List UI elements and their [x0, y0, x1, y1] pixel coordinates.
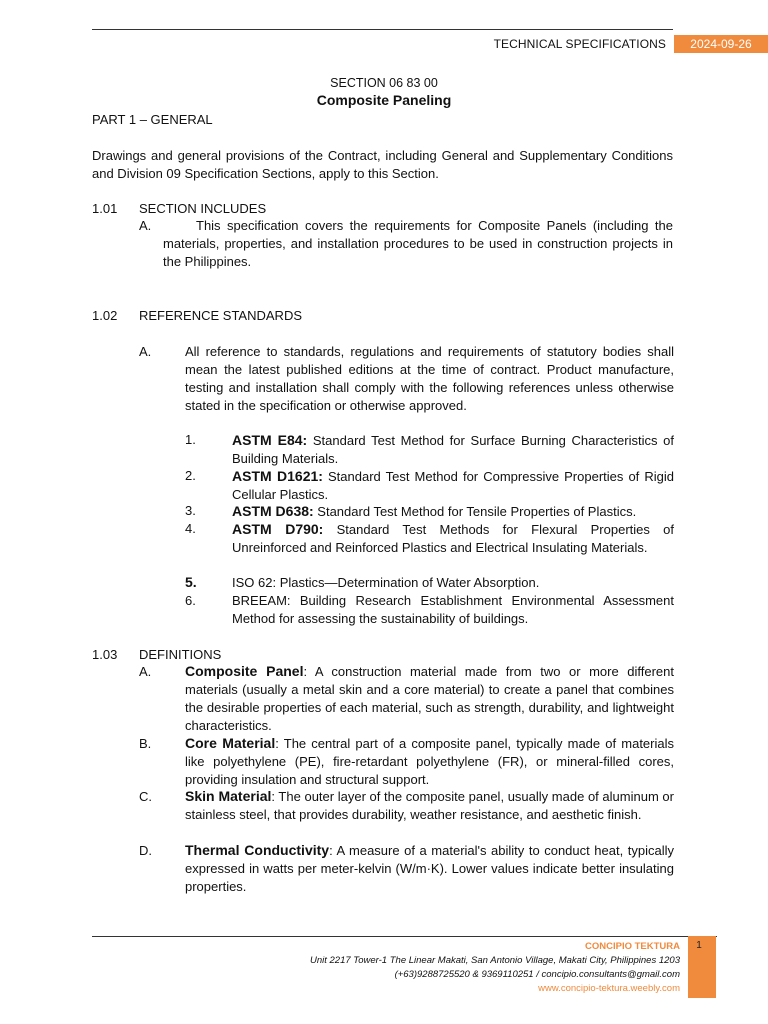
clause-number: 1.02: [92, 308, 118, 323]
ref-text: Standard Test Method for Tensile Properties of Plastics.: [313, 504, 637, 519]
footer-address: Unit 2217 Tower-1 The Linear Makati, San Antonio Village, Makati City, Philippines 1203: [309, 955, 680, 966]
item-letter: A.: [139, 664, 152, 679]
ref-code: ASTM E84:: [232, 432, 308, 448]
section-title: Composite Paneling: [316, 92, 452, 108]
part-heading: PART 1 – GENERAL: [92, 112, 213, 127]
ref-number: 1.: [185, 432, 196, 447]
reference-item: ISO 62: Plastics—Determination of Water Absorption.: [232, 575, 540, 590]
definition-item: [185, 841, 674, 896]
ref-number: 3.: [185, 503, 196, 518]
item-text: This specification covers the requirements for Composite Panels (including the materials, properties, and installation procedures to be used in construction projects in the Philippines.: [163, 218, 673, 269]
footer-brand: CONCIPIO TEKTURA: [585, 941, 680, 952]
definition-term: Thermal Conductivity: [185, 842, 330, 858]
ref-number: 5.: [185, 574, 197, 590]
ref-code: ASTM D790:: [232, 521, 324, 537]
clause-title: SECTION INCLUDES: [139, 201, 267, 216]
item-letter: D.: [139, 843, 152, 858]
reference-item: [232, 431, 674, 468]
ref-code: ASTM D638:: [232, 503, 314, 519]
reference-item: BREEAM: Building Research Establishment Environmental Assessment Method for assessing the sustainability of buildings.: [232, 593, 674, 626]
definition-term: Composite Panel: [185, 663, 304, 679]
ref-text: Standard Test Method for Surface Burning Characteristics of Building Materials.: [232, 433, 674, 466]
header-date-badge: 2024-09-26: [674, 35, 768, 53]
footer-contact: (+63)9288725520 & 9369110251 / concipio.consultants@gmail.com: [394, 969, 680, 980]
definition-item: [185, 662, 674, 735]
clause-title: DEFINITIONS: [139, 647, 222, 662]
definition-text: : The outer layer of the composite panel, usually made of aluminum or stainless steel, that provides durability, weather resistance, and aesthetic finish.: [185, 789, 674, 822]
footer-website-link[interactable]: www.concipio-tektura.weebly.com: [538, 983, 680, 994]
clause-title: REFERENCE STANDARDS: [139, 308, 303, 323]
item-text: All reference to standards, regulations and requirements of statutory bodies shall mean the latest published editions at the time of contract. Product manufacture, testing and installation shall comply with the following references unless otherwise stated in the specification or otherwise approved.: [185, 344, 674, 413]
definition-item: [185, 787, 674, 824]
item-letter: A.: [139, 344, 152, 359]
reference-item: [232, 467, 674, 504]
ref-number: 4.: [185, 521, 196, 536]
reference-item: [232, 520, 674, 557]
item-letter: C.: [139, 789, 152, 804]
definition-text: : The central part of a composite panel, typically made of materials like polyethylene (PE), fire-retardant polyethylene (FR), or mineral-filled cores, providing insulation and structural support.: [185, 736, 674, 787]
definition-term: Skin Material: [185, 788, 272, 804]
header-label: TECHNICAL SPECIFICATIONS: [493, 37, 666, 51]
item-letter: A.: [139, 218, 152, 233]
ref-number: 6.: [185, 593, 196, 608]
reference-item: [232, 502, 674, 521]
definition-term: Core Material: [185, 735, 276, 751]
clause-number: 1.03: [92, 647, 118, 662]
footer-rule: [92, 936, 717, 937]
definition-text: : A measure of a material's ability to conduct heat, typically expressed in watts per meter-kelvin (W/m·K). Lower values indicate better insulating properties.: [185, 843, 674, 894]
definition-text: : A construction material made from two or more different materials (usually a metal skin and a core material) to create a panel that combines the desirable properties of each material, such as strength, durability, and lightweight characteristics.: [185, 664, 674, 733]
ref-number: 2.: [185, 468, 196, 483]
intro-paragraph: Drawings and general provisions of the Contract, including General and Supplementary Conditions and Division 09 Specification Sections, apply to this Section.: [92, 148, 673, 181]
clause-number: 1.01: [92, 201, 118, 216]
page-number: 1: [696, 940, 702, 951]
page-number-badge: [688, 936, 716, 998]
ref-text: Standard Test Method for Compressive Properties of Rigid Cellular Plastics.: [232, 469, 674, 502]
ref-code: ASTM D1621:: [232, 468, 323, 484]
item-letter: B.: [139, 736, 152, 751]
list-item: [139, 217, 673, 271]
definition-item: [185, 734, 674, 789]
ref-text: Standard Test Methods for Flexural Properties of Unreinforced and Reinforced Plastics and Electrical Insulating Materials.: [232, 522, 675, 555]
header-rule: [92, 29, 673, 30]
section-number: SECTION 06 83 00: [330, 76, 438, 90]
